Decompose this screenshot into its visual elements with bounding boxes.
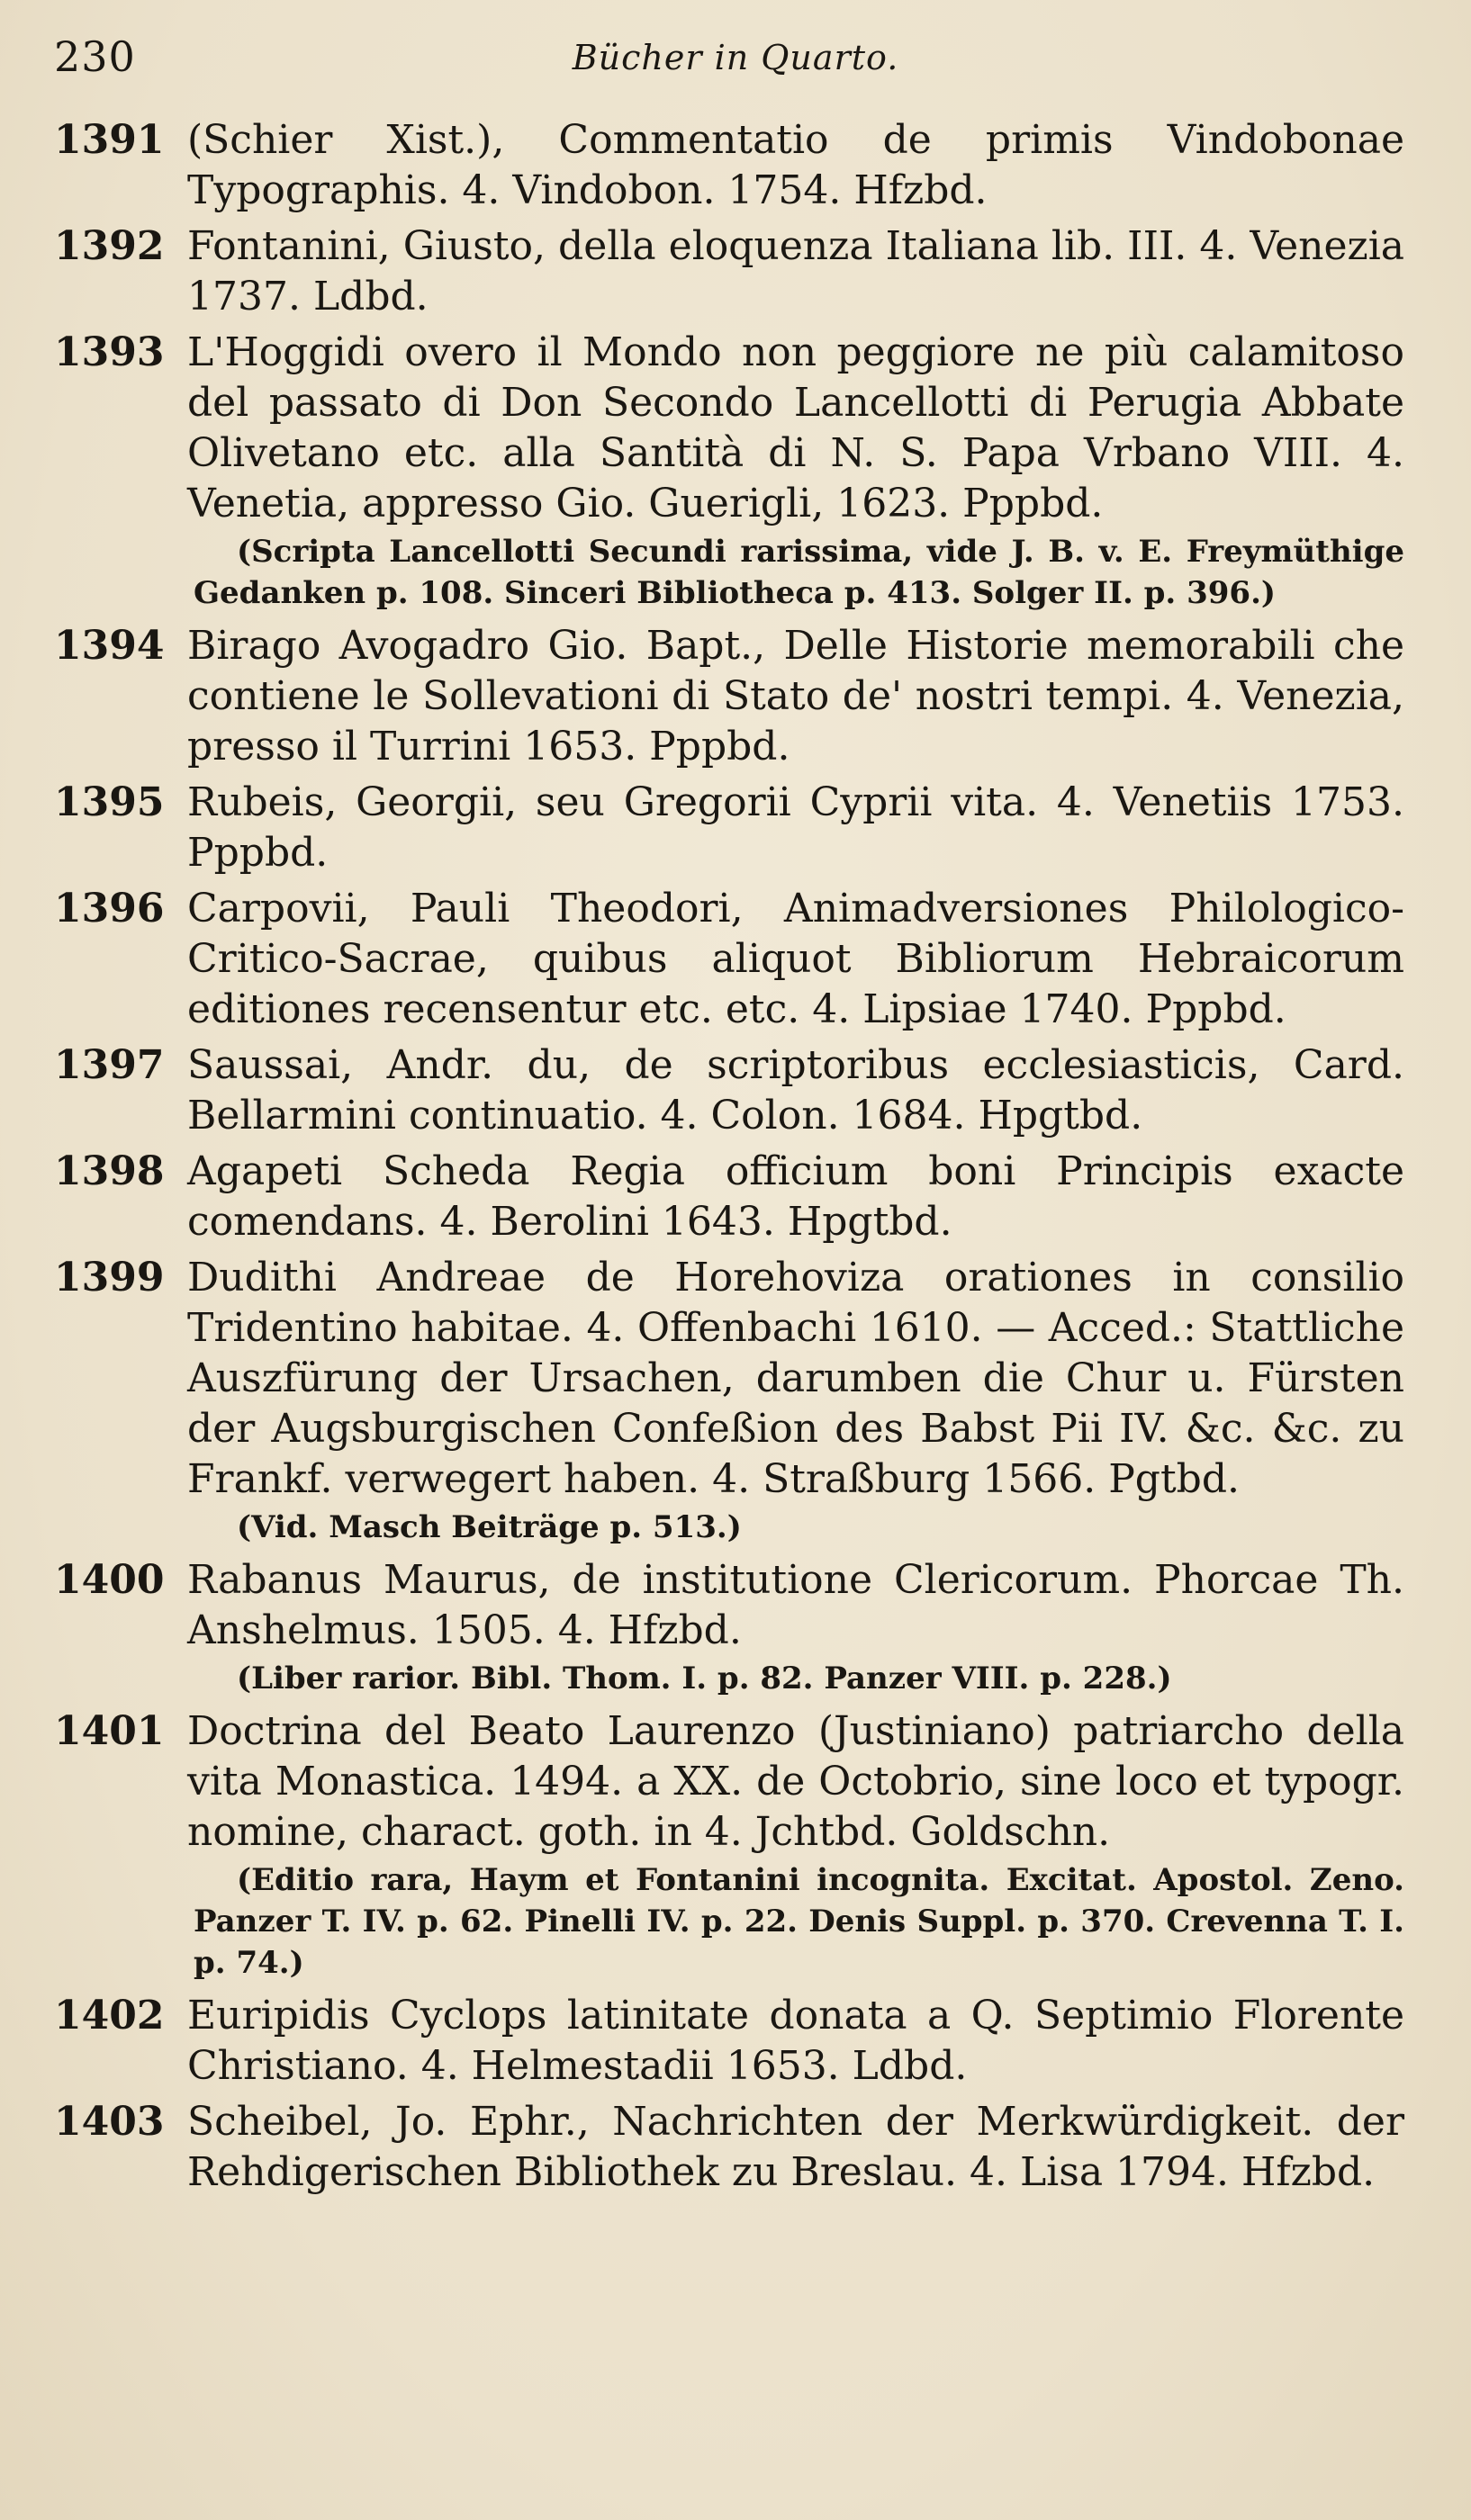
entry-number: 1401 <box>54 1708 165 1754</box>
catalog-entry-1394 <box>54 621 1404 772</box>
catalog-entry-1398 <box>54 1147 1404 1247</box>
entry-text: Rubeis, Georgii, seu Gregorii Cyprii vita. 4. Venetiis 1753. Pppbd. <box>187 779 1404 876</box>
entry-number: 1402 <box>54 1993 165 2038</box>
entry-text: (Schier Xist.), Commentatio de primis Vindobonae Typographis. 4. Vindobon. 1754. Hfzbd. <box>187 117 1404 213</box>
entry-number: 1396 <box>54 886 165 932</box>
entry-number: 1403 <box>54 2099 165 2145</box>
entry-number: 1398 <box>54 1148 165 1194</box>
entry-text: Doctrina del Beato Laurenzo (Justiniano) patriarcho della vita Monastica. 1494. a XX. de Octobrio, sine loco et typogr. nomine, charact. goth. in 4. Jchtbd. Goldschn. <box>187 1708 1404 1855</box>
entry-note: (Liber rarior. Bibl. Thom. I. p. 82. Panzer VIII. p. 228.) <box>237 1660 1172 1696</box>
entry-number: 1394 <box>54 623 165 669</box>
entry-note: (Vid. Masch Beiträge p. 513.) <box>237 1509 742 1545</box>
entry-text: Fontanini, Giusto, della eloquenza Italiana lib. III. 4. Venezia 1737. Ldbd. <box>187 223 1404 320</box>
entry-number: 1399 <box>54 1255 165 1300</box>
catalog-entry-1400 <box>54 1555 1404 1699</box>
entry-text: Agapeti Scheda Regia officium boni Principis exacte comendans. 4. Berolini 1643. Hpgtbd. <box>187 1148 1404 1245</box>
catalog-entry-1395 <box>54 778 1404 878</box>
page-header <box>54 25 1417 88</box>
entry-number: 1395 <box>54 779 165 825</box>
catalog-entry-1393 <box>54 328 1404 614</box>
entry-number: 1392 <box>54 223 165 269</box>
running-head: Bücher in Quarto. <box>572 38 899 77</box>
entry-text: Carpovii, Pauli Theodori, Animadversiones Philologico-Critico-Sacrae, quibus aliquot Bibliorum Hebraicorum editiones recensentur etc. etc. 4. Lipsiae 1740. Pppbd. <box>187 886 1404 1032</box>
entry-text: Scheibel, Jo. Ephr., Nachrichten der Merkwürdigkeit. der Rehdigerischen Bibliothek zu Breslau. 4. Lisa 1794. Hfzbd. <box>187 2099 1404 2195</box>
catalog-entry-1397 <box>54 1040 1404 1141</box>
catalog-entry-1396 <box>54 884 1404 1035</box>
entry-note: (Scripta Lancellotti Secundi rarissima, vide J. B. v. E. Freymüthige Gedanken p. 108. Sinceri Bibliotheca p. 413. Solger II. p. 396.) <box>194 534 1404 611</box>
entry-text: Saussai, Andr. du, de scriptoribus ecclesiasticis, Card. Bellarmini continuatio. 4. Colon. 1684. Hpgtbd. <box>187 1042 1404 1138</box>
entry-number: 1391 <box>54 117 165 163</box>
entry-text: Rabanus Maurus, de institutione Clericorum. Phorcae Th. Anshelmus. 1505. 4. Hfzbd. <box>187 1557 1404 1653</box>
entry-text: L'Hoggidi overo il Mondo non peggiore ne più calamitoso del passato di Don Secondo Lancellotti di Perugia Abbate Olivetano etc. alla Santità di N. S. Papa Vrbano VIII. 4. Venetia, appresso Gio. Guerigli, 1623. Pppbd. <box>187 329 1404 526</box>
catalog-entry-1392 <box>54 221 1404 322</box>
entry-number: 1397 <box>54 1042 165 1088</box>
catalog-entry-1402 <box>54 1991 1404 2092</box>
catalog-entry-1403 <box>54 2097 1404 2198</box>
entry-text: Dudithi Andreae de Horehoviza orationes in consilio Tridentino habitae. 4. Offenbachi 1610. — Acced.: Stattliche Auszfürung der Ursachen, darumben die Chur u. Fürsten der Augsburgischen Confeßion des Babst Pii IV. &c. &c. zu Frankf. verwegert haben. 4. Straßburg 1566. Pgtbd. <box>187 1255 1404 1502</box>
entry-number: 1400 <box>54 1557 165 1603</box>
catalog-entries <box>54 115 1404 2203</box>
catalog-entry-1391 <box>54 115 1404 216</box>
catalog-entry-1399 <box>54 1253 1404 1548</box>
entry-number: 1393 <box>54 329 165 375</box>
catalog-entry-1401 <box>54 1706 1404 1984</box>
entry-text: Birago Avogadro Gio. Bapt., Delle Historie memorabili che contiene le Sollevationi di Stato de' nostri tempi. 4. Venezia, presso il Turrini 1653. Pppbd. <box>187 623 1404 770</box>
page-number: 230 <box>54 32 136 81</box>
entry-note: (Editio rara, Haym et Fontanini incognita. Excitat. Apostol. Zeno. Panzer T. IV. p. 62. Pinelli IV. p. 22. Denis Suppl. p. 370. Crevenna T. I. p. 74.) <box>194 1862 1404 1981</box>
entry-text: Euripidis Cyclops latinitate donata a Q. Septimio Florente Christiano. 4. Helmestadii 1653. Ldbd. <box>187 1993 1404 2089</box>
